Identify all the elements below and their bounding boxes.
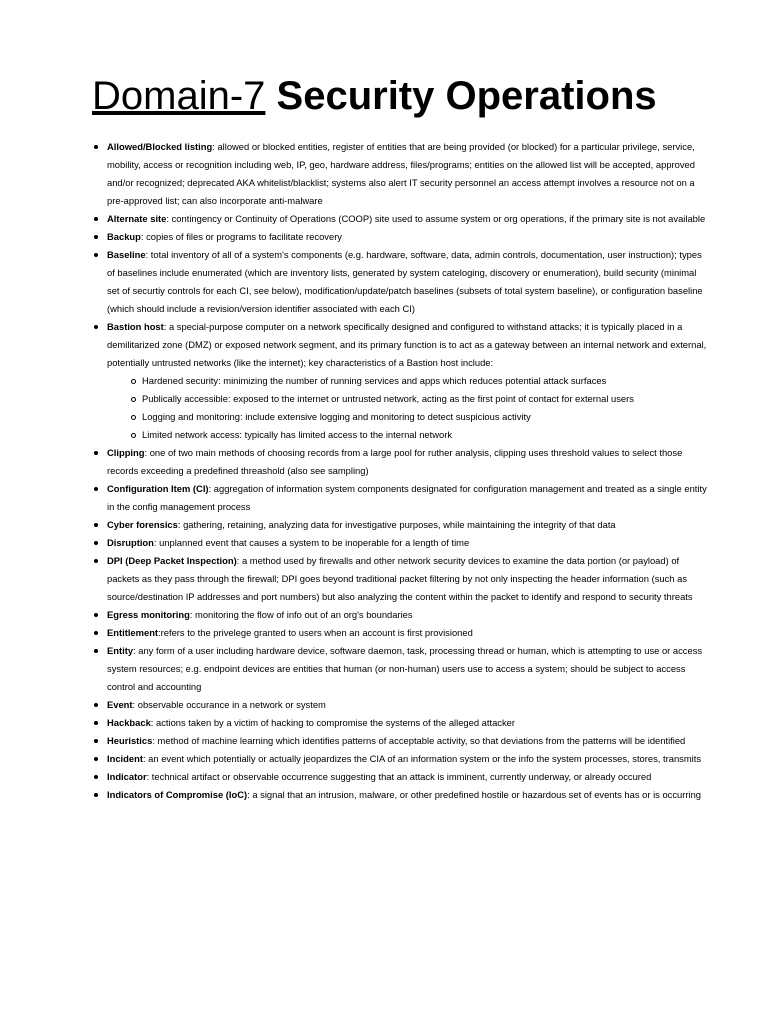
glossary-item: [107, 318, 707, 444]
glossary-definition: : copies of files or programs to facilitate recovery: [140, 231, 342, 242]
glossary-term: Alternate site: [107, 213, 167, 224]
glossary-definition: : one of two main methods of choosing records from a large pool for ruther analysis, clipping uses threshold values to select those records exceeding a predefined threashold (also see sampling): [107, 447, 683, 476]
glossary-item: [107, 786, 707, 804]
glossary-term: Clipping: [107, 447, 145, 458]
page-title: [92, 72, 702, 120]
glossary-item: [107, 444, 707, 480]
glossary-definition: : unplanned event that causes a system to be inoperable for a length of time: [153, 537, 470, 548]
glossary-definition: : total inventory of all of a system's components (e.g. hardware, software, data, admin controls, documentation, user instruction); types of baselines include enumerated (which are inventory lists, generated by system cateloging, discovery or enumeration), build security (minimal set of securtiy controls for each CI, see below), modification/update/patch baselines (subsets of total system baseline), or configuration baseline (which should include a revision/version identifier associated with each CI): [107, 249, 703, 314]
glossary-term: Egress monitoring: [107, 609, 190, 620]
glossary-item: [107, 228, 707, 246]
glossary-term: Indicator: [107, 771, 147, 782]
glossary-definition: : aggregation of information system components designated for configuration management and treated as a single entity in the config management process: [107, 483, 707, 512]
glossary-subitem: Limited network access: typically has limited access to the internal network: [142, 426, 707, 444]
glossary-item: [107, 210, 707, 228]
glossary-definition: :refers to the privelege granted to users when an account is first provisioned: [158, 627, 473, 638]
glossary-term: Backup: [107, 231, 141, 242]
glossary-item: [107, 534, 707, 552]
glossary-term: Bastion host: [107, 321, 164, 332]
glossary-subitem: Hardened security: minimizing the number of running services and apps which reduces potential attack surfaces: [142, 372, 707, 390]
glossary-definition: : a method used by firewalls and other network security devices to examine the data portion (or payload) of packets as they pass through the firewall; DPI goes beyond traditional packet filtering by not only inspecting the header information (such as source/destination IP addresses and port numbers) but also analyzing the content within the packet to identify and respond to security threats: [107, 555, 693, 602]
glossary-definition: : technical artifact or observable occurrence suggesting that an attack is imminent, currently underway, or already occured: [146, 771, 652, 782]
glossary-definition: : a signal that an intrusion, malware, or other predefined hostile or hazardous set of events has or is occurring: [247, 789, 702, 800]
glossary-definition: : monitoring the flow of info out of an org's boundaries: [189, 609, 413, 620]
glossary-term: Incident: [107, 753, 143, 764]
glossary-item: [107, 552, 707, 606]
glossary-term: DPI (Deep Packet Inspection): [107, 555, 237, 566]
glossary-item: [107, 516, 707, 534]
glossary-term: Entitlement: [107, 627, 159, 638]
glossary-term: Disruption: [107, 537, 154, 548]
glossary-definition: : a special-purpose computer on a network specifically designed and configured to withstand attacks; it is typically placed in a demilitarized zone (DMZ) or exposed network segment, and its primary function is to act as a gateway between an internal network and external, potentially untrusted networks (like the internet); key characteristics of a Bastion host include:: [107, 321, 707, 368]
glossary-definition: : an event which potentially or actually jeopardizes the CIA of an information system or the info the system processes, stores, transmits: [142, 753, 702, 764]
glossary-term: Configuration Item (CI): [107, 483, 209, 494]
glossary-item: [107, 732, 707, 750]
glossary-item: [107, 642, 707, 696]
glossary-item: [107, 246, 707, 318]
glossary-term: Entity: [107, 645, 134, 656]
glossary-subitem: Publically accessible: exposed to the internet or untrusted network, acting as the first point of contact for external users: [142, 390, 707, 408]
title-link[interactable]: Domain-7: [92, 74, 266, 118]
glossary-subitem: Logging and monitoring: include extensive logging and monitoring to detect suspicious activity: [142, 408, 707, 426]
glossary-term: Allowed/Blocked listing: [107, 141, 213, 152]
glossary-definition: : contingency or Continuity of Operations (COOP) site used to assume system or org operations, if the primary site is not available: [166, 213, 706, 224]
glossary-term: Indicators of Compromise (IoC): [107, 789, 248, 800]
glossary-item: [107, 624, 707, 642]
glossary-term: Heuristics: [107, 735, 153, 746]
glossary-definition: : gathering, retaining, analyzing data for investigative purposes, while maintaining the integrity of that data: [177, 519, 616, 530]
glossary-term: Event: [107, 699, 133, 710]
glossary-term: Hackback: [107, 717, 151, 728]
glossary-item: [107, 768, 707, 786]
glossary-item: [107, 606, 707, 624]
glossary-definition: : actions taken by a victim of hacking to compromise the systems of the alleged attacker: [150, 717, 516, 728]
glossary-list: [92, 138, 707, 804]
glossary-item: [107, 714, 707, 732]
glossary-item: [107, 750, 707, 768]
glossary-item: [107, 480, 707, 516]
glossary-term: Baseline: [107, 249, 146, 260]
glossary-item: [107, 138, 707, 210]
glossary-definition: : method of machine learning which identifies patterns of acceptable activity, so that deviations from the patterns will be identified: [152, 735, 686, 746]
glossary-term: Cyber forensics: [107, 519, 178, 530]
glossary-definition: : any form of a user including hardware device, software daemon, task, processing thread or human, which is attempting to use or access system resources; e.g. endpoint devices are entities that human (or non-human) users use to access a system; should be subject to access control and accounting: [107, 645, 703, 692]
glossary-definition: : allowed or blocked entities, register of entities that are being provided (or blocked) for a particular privilege, service, mobility, access or recognition including web, IP, geo, hardware address, files/programs; entities on the allowed list will be accepted, approved and/or recognized; deprecated AKA whitelist/blacklist; systems also alert IT security personnel an access attempt involves a resource not on a pre-approved list; can also incorporate anti-malware: [107, 141, 695, 206]
glossary-item: [107, 696, 707, 714]
glossary-sublist: [107, 372, 707, 444]
glossary-definition: : observable occurance in a network or system: [132, 699, 326, 710]
title-text: Security Operations: [265, 74, 657, 118]
